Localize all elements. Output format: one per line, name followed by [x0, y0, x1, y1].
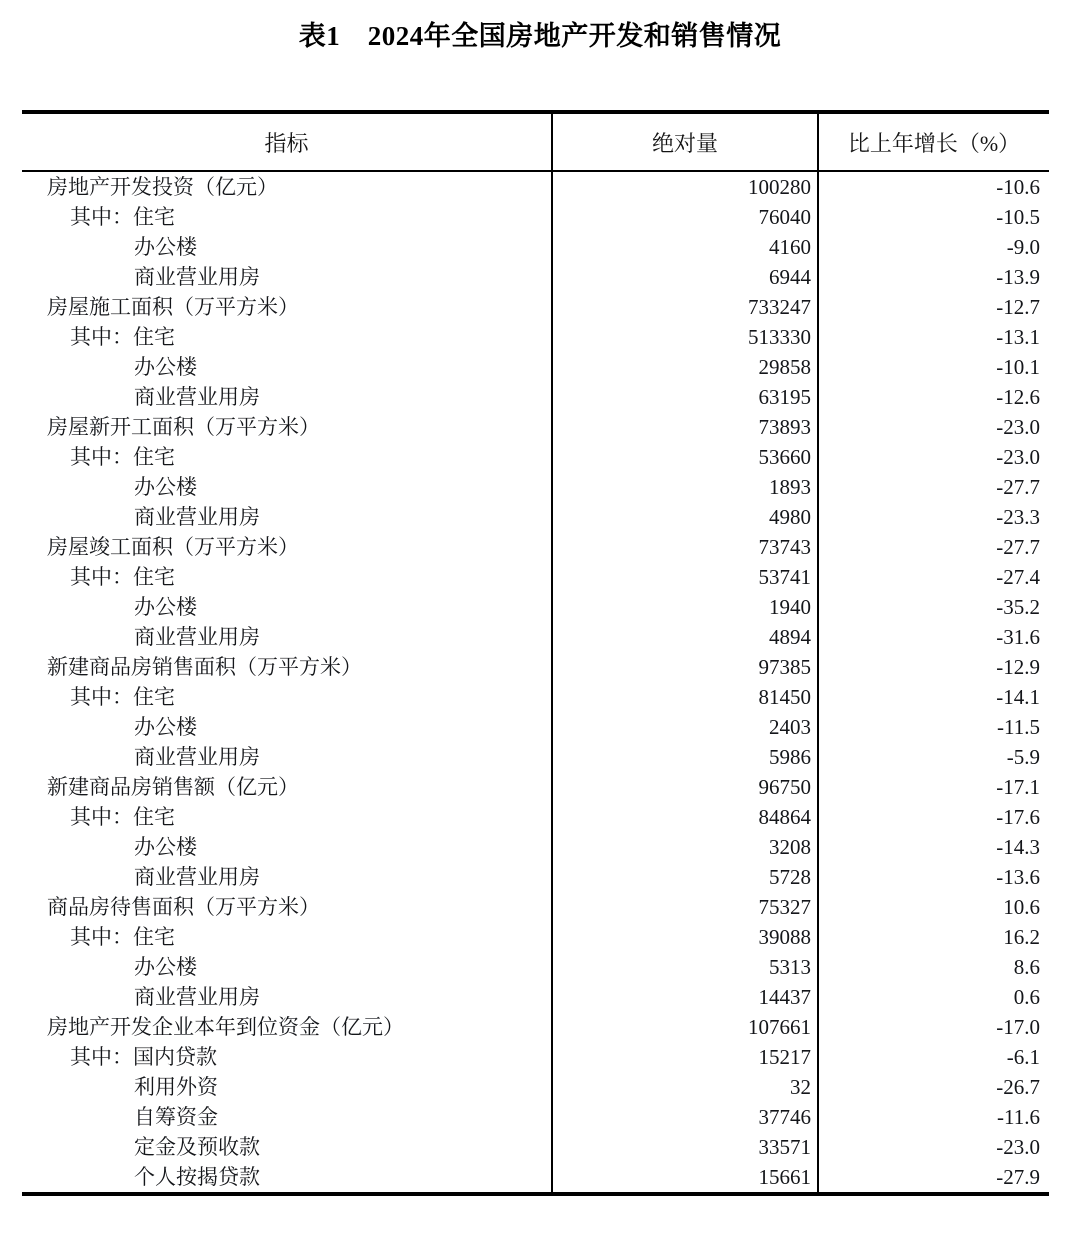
- table-row: [22, 922, 1049, 952]
- growth-value-cell: -13.6: [996, 865, 1040, 889]
- indicator-cell: 商业营业用房: [134, 985, 260, 1009]
- indicator-cell: 商业营业用房: [134, 625, 260, 649]
- indicator-cell: 房地产开发投资（亿元）: [47, 175, 278, 199]
- table-row: [22, 382, 1049, 412]
- table-row: [22, 952, 1049, 982]
- absolute-value-cell: 76040: [552, 202, 818, 232]
- table-row: [22, 562, 1049, 592]
- table-row: [22, 502, 1049, 532]
- growth-value-cell: -27.7: [996, 535, 1040, 559]
- indicator-cell: 利用外资: [134, 1075, 218, 1099]
- absolute-value-cell: 15661: [552, 1162, 818, 1194]
- growth-value-cell: 0.6: [1013, 985, 1040, 1009]
- table-row: [22, 322, 1049, 352]
- growth-value-cell: -5.9: [1006, 745, 1040, 769]
- absolute-value-cell: 4894: [552, 622, 818, 652]
- table-row: [22, 292, 1049, 322]
- indicator-cell: 房屋新开工面积（万平方米）: [47, 415, 320, 439]
- growth-value-cell: -11.5: [997, 715, 1040, 739]
- growth-value-cell: -12.6: [996, 385, 1040, 409]
- indicator-cell: 个人按揭贷款: [134, 1165, 260, 1189]
- indicator-cell: 其中：住宅: [70, 805, 175, 829]
- growth-value-cell: -27.4: [996, 565, 1040, 589]
- growth-value-cell: -14.3: [996, 835, 1040, 859]
- absolute-value-cell: 513330: [552, 322, 818, 352]
- growth-value-cell: -10.6: [996, 175, 1040, 199]
- growth-value-cell: -13.1: [996, 325, 1040, 349]
- growth-value-cell: -6.1: [1006, 1045, 1040, 1069]
- growth-value-cell: -27.7: [996, 475, 1040, 499]
- table-row: [22, 742, 1049, 772]
- growth-value-cell: -23.0: [996, 415, 1040, 439]
- growth-value-cell: -23.3: [996, 505, 1040, 529]
- table-header: [22, 112, 1049, 171]
- indicator-cell: 商品房待售面积（万平方米）: [47, 895, 320, 919]
- growth-value-cell: -12.7: [996, 295, 1040, 319]
- indicator-cell: 房屋竣工面积（万平方米）: [47, 535, 299, 559]
- absolute-value-cell: 15217: [552, 1042, 818, 1072]
- indicator-cell: 办公楼: [134, 235, 197, 259]
- indicator-cell: 自筹资金: [134, 1105, 218, 1129]
- absolute-value-cell: 107661: [552, 1012, 818, 1042]
- absolute-value-cell: 97385: [552, 652, 818, 682]
- indicator-cell: 办公楼: [134, 595, 197, 619]
- absolute-value-cell: 1893: [552, 472, 818, 502]
- column-header-indicator: 指标: [264, 130, 309, 156]
- table-row: [22, 202, 1049, 232]
- table-title: 表1 2024年全国房地产开发和销售情况: [298, 21, 782, 51]
- growth-value-cell: 16.2: [1003, 925, 1040, 949]
- absolute-value-cell: 96750: [552, 772, 818, 802]
- table-row: [22, 862, 1049, 892]
- absolute-value-cell: 14437: [552, 982, 818, 1012]
- growth-value-cell: -27.9: [996, 1165, 1040, 1189]
- absolute-value-cell: 6944: [552, 262, 818, 292]
- growth-value-cell: -26.7: [996, 1075, 1040, 1099]
- indicator-cell: 其中：住宅: [70, 445, 175, 469]
- table-row: [22, 622, 1049, 652]
- indicator-cell: 其中：住宅: [70, 325, 175, 349]
- table-row: [22, 592, 1049, 622]
- table-row: [22, 171, 1049, 202]
- indicator-cell: 新建商品房销售额（亿元）: [47, 775, 299, 799]
- absolute-value-cell: 39088: [552, 922, 818, 952]
- table-row: [22, 442, 1049, 472]
- growth-value-cell: -17.1: [996, 775, 1040, 799]
- growth-value-cell: -17.0: [996, 1015, 1040, 1039]
- indicator-cell: 办公楼: [134, 355, 197, 379]
- absolute-value-cell: 63195: [552, 382, 818, 412]
- absolute-value-cell: 73893: [552, 412, 818, 442]
- growth-value-cell: 10.6: [1003, 895, 1040, 919]
- growth-value-cell: -12.9: [996, 655, 1040, 679]
- absolute-value-cell: 733247: [552, 292, 818, 322]
- absolute-value-cell: 84864: [552, 802, 818, 832]
- growth-value-cell: -13.9: [996, 265, 1040, 289]
- indicator-cell: 定金及预收款: [134, 1135, 260, 1159]
- growth-value-cell: -23.0: [996, 445, 1040, 469]
- table-row: [22, 1132, 1049, 1162]
- growth-value-cell: 8.6: [1013, 955, 1040, 979]
- absolute-value-cell: 75327: [552, 892, 818, 922]
- growth-value-cell: -23.0: [996, 1135, 1040, 1159]
- absolute-value-cell: 53741: [552, 562, 818, 592]
- indicator-cell: 其中：住宅: [70, 685, 175, 709]
- table-row: [22, 412, 1049, 442]
- table-row: [22, 1102, 1049, 1132]
- header-row: [22, 112, 1049, 171]
- indicator-cell: 其中：住宅: [70, 925, 175, 949]
- absolute-value-cell: 5313: [552, 952, 818, 982]
- indicator-cell: 商业营业用房: [134, 265, 260, 289]
- table-row: [22, 652, 1049, 682]
- growth-value-cell: -17.6: [996, 805, 1040, 829]
- statistics-table: [22, 110, 1049, 1196]
- growth-value-cell: -10.1: [996, 355, 1040, 379]
- absolute-value-cell: 4980: [552, 502, 818, 532]
- indicator-cell: 房地产开发企业本年到位资金（亿元）: [47, 1015, 404, 1039]
- absolute-value-cell: 81450: [552, 682, 818, 712]
- table-row: [22, 1012, 1049, 1042]
- table-row: [22, 352, 1049, 382]
- table-row: [22, 1162, 1049, 1194]
- column-header-growth: 比上年增长（%）: [847, 130, 1021, 156]
- column-header-absolute: 绝对量: [552, 112, 818, 171]
- table-body: [22, 171, 1049, 1194]
- table-row: [22, 1042, 1049, 1072]
- table-row: [22, 262, 1049, 292]
- table-row: [22, 1072, 1049, 1102]
- absolute-value-cell: 1940: [552, 592, 818, 622]
- absolute-value-cell: 53660: [552, 442, 818, 472]
- table-row: [22, 892, 1049, 922]
- indicator-cell: 办公楼: [134, 715, 197, 739]
- absolute-value-cell: 33571: [552, 1132, 818, 1162]
- indicator-cell: 办公楼: [134, 955, 197, 979]
- absolute-value-cell: 3208: [552, 832, 818, 862]
- indicator-cell: 办公楼: [134, 475, 197, 499]
- table-row: [22, 532, 1049, 562]
- absolute-value-cell: 37746: [552, 1102, 818, 1132]
- growth-value-cell: -14.1: [996, 685, 1040, 709]
- absolute-value-cell: 4160: [552, 232, 818, 262]
- absolute-value-cell: 100280: [552, 171, 818, 202]
- growth-value-cell: -10.5: [996, 205, 1040, 229]
- table-row: [22, 712, 1049, 742]
- absolute-value-cell: 5986: [552, 742, 818, 772]
- table-row: [22, 982, 1049, 1012]
- table-row: [22, 832, 1049, 862]
- indicator-cell: 其中：住宅: [70, 565, 175, 589]
- growth-value-cell: -11.6: [997, 1105, 1040, 1129]
- indicator-cell: 商业营业用房: [134, 745, 260, 769]
- indicator-cell: 商业营业用房: [134, 385, 260, 409]
- absolute-value-cell: 32: [552, 1072, 818, 1102]
- table-row: [22, 472, 1049, 502]
- growth-value-cell: -31.6: [996, 625, 1040, 649]
- growth-value-cell: -9.0: [1006, 235, 1040, 259]
- indicator-cell: 其中：住宅: [70, 205, 175, 229]
- indicator-cell: 房屋施工面积（万平方米）: [47, 295, 299, 319]
- table-row: [22, 802, 1049, 832]
- absolute-value-cell: 5728: [552, 862, 818, 892]
- table-row: [22, 682, 1049, 712]
- absolute-value-cell: 2403: [552, 712, 818, 742]
- indicator-cell: 其中：国内贷款: [70, 1045, 217, 1069]
- table-row: [22, 772, 1049, 802]
- indicator-cell: 新建商品房销售面积（万平方米）: [47, 655, 362, 679]
- table-row: [22, 232, 1049, 262]
- indicator-cell: 商业营业用房: [134, 865, 260, 889]
- absolute-value-cell: 73743: [552, 532, 818, 562]
- indicator-cell: 商业营业用房: [134, 505, 260, 529]
- indicator-cell: 办公楼: [134, 835, 197, 859]
- absolute-value-cell: 29858: [552, 352, 818, 382]
- growth-value-cell: -35.2: [996, 595, 1040, 619]
